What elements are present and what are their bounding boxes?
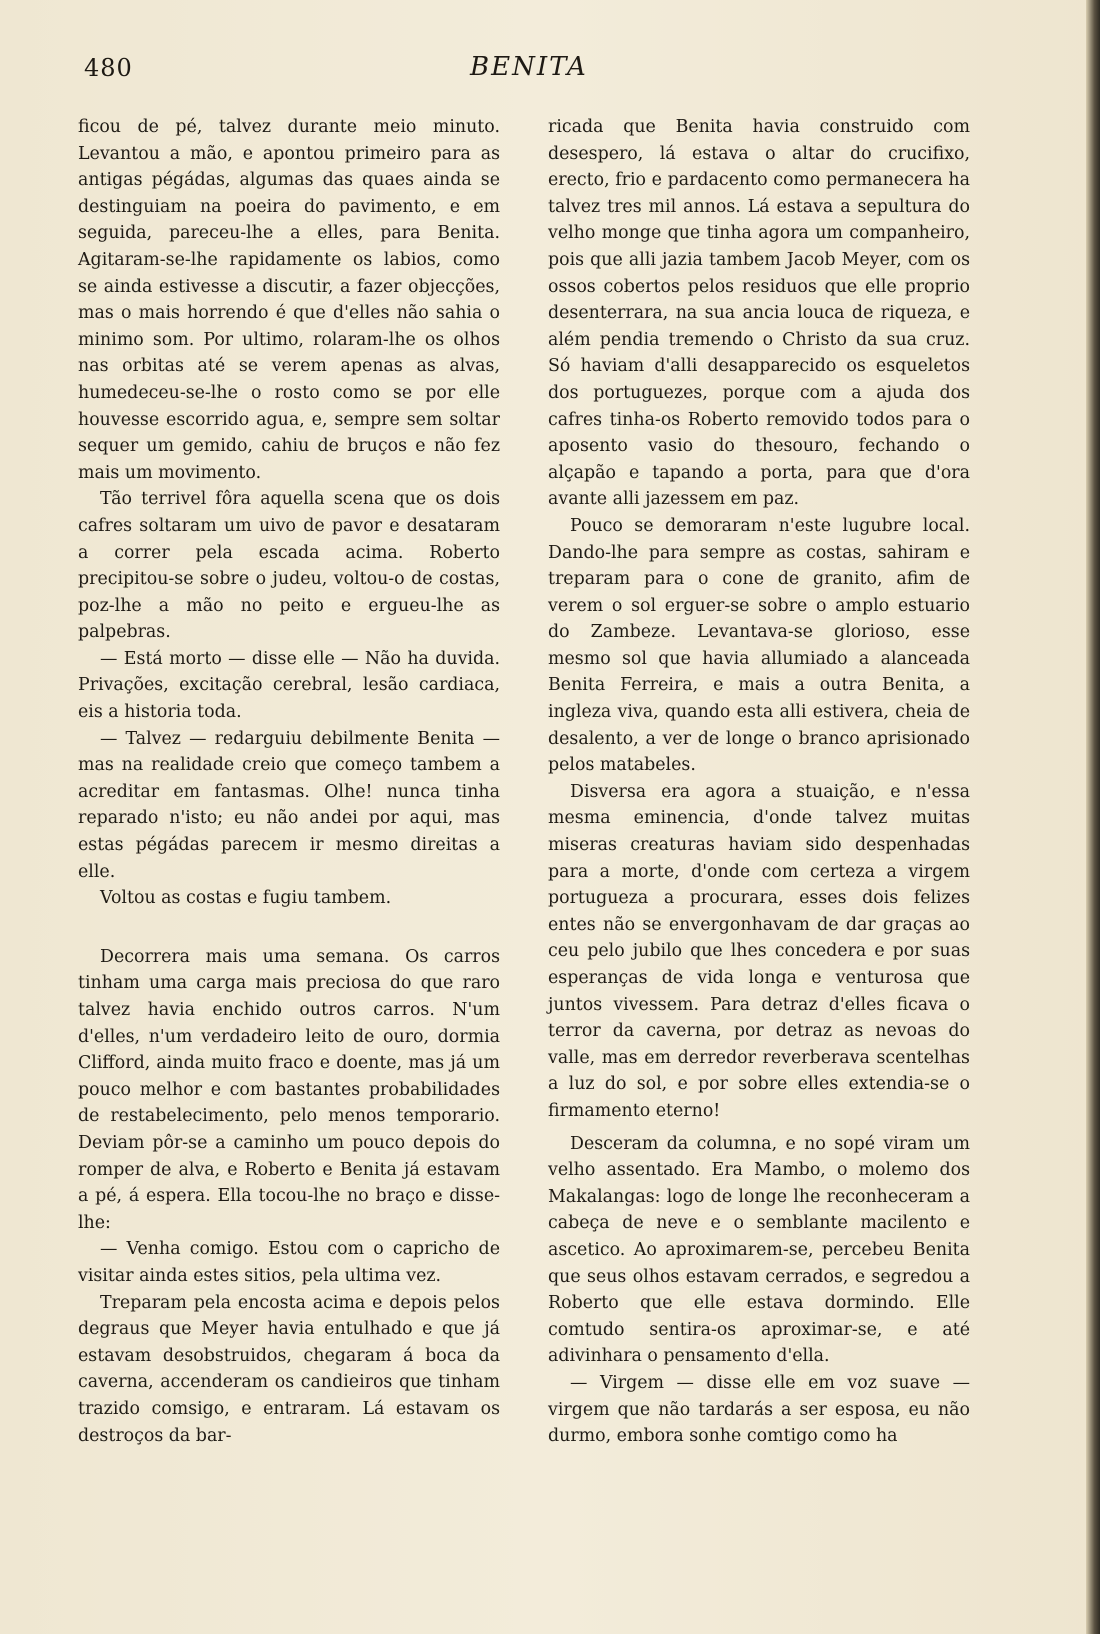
paragraph: Desceram da columna, e no sopé viram um velho assentado. Era Mambo, o molemo dos Makalangas: logo de longe lhe reconheceram a cabeça de neve e o semblante macilento e ascetico. Ao aproximarem-se, percebeu Benita que seus olhos estavam cerrados, e segredou a Roberto que elle estava dormindo. Elle comtudo sentira-os aproximar-se, e até adivinhara o pensamento d'ella.: [548, 1133, 970, 1367]
paragraph: ricada que Benita havia construido com desespero, lá estava o altar do crucifixo, erecto, frio e pardacento como permanecera ha talvez tres mil annos. Lá estava a sepultura do velho monge que tinha agora um companheiro, pois que alli jazia tambem Jacob Meyer, com os ossos cobertos pelos residuos que elle proprio desenterrara, na sua ancia louca de riqueza, e além pendia tremendo o Christo da sua cruz. Só haviam d'alli desapparecido os esqueletos dos portuguezes, porque com a ajuda dos cafres tinha-os Roberto removido todos para o aposento vasio do thesouro, fechando o alçapão e tapando a porta, para que d'ora avante alli jazessem em paz.: [548, 117, 970, 510]
paragraph: Disversa era agora a stuaição, e n'essa mesma eminencia, d'onde talvez muitas miseras creaturas haviam sido despenhadas para a morte, d'onde com certeza a virgem portugueza a procurara, esses dois felizes entes não se envergonhavam de dar graças ao ceu pelo jubilo que lhes concedera e por suas esperanças de vida longa e venturosa que juntos vivessem. Para detraz d'elles ficava o terror da caverna, por detraz as nevoas do valle, mas em derredor reverberava scentelhas a luz do sol, e por sobre elles extendia-se o firmamento eterno!: [548, 781, 970, 1121]
right-column: [548, 114, 970, 1450]
paragraph: — Talvez — redarguiu debilmente Benita — mas na realidade creio que começo tambem a acreditar em fantasmas. Olhe! nunca tinha reparado n'isto; eu não andei por aqui, mas estas pégádas parecem ir mesmo direitas a elle.: [78, 728, 500, 882]
paragraph: Pouco se demoraram n'este lugubre local. Dando-lhe para sempre as costas, sahiram e treparam para o cone de granito, afim de verem o sol erguer-se sobre o amplo estuario do Zambeze. Levantava-se glorioso, esse mesmo sol que havia allumiado a alanceada Benita Ferreira, e mais a outra Benita, a ingleza viva, quando esta alli estivera, cheia de desalento, a ver de longe o branco aprisionado pelos matabeles.: [548, 515, 970, 776]
paragraph: Voltou as costas e fugiu tambem.: [100, 888, 392, 909]
running-title: BENITA: [470, 52, 588, 82]
paragraph: ficou de pé, talvez durante meio minuto. Levantou a mão, e apontou primeiro para as antigas pégádas, algumas das quaes ainda se destinguiam na poeira do pavimento, e em seguida, pareceu-lhe a elles, para Benita. Agitaram-se-lhe rapidamente os labios, como se ainda estivesse a discutir, a fazer objecções, mas o mais horrendo é que d'elles não sahia o minimo som. Por ultimo, rolaram-lhe os olhos nas orbitas até se verem apenas as alvas, humedeceu-se-lhe o rosto como se por elle houvesse escorrido agua, e, sempre sem soltar sequer um gemido, cahiu de bruços e não fez mais um movimento.: [78, 117, 500, 483]
page-number: 480: [84, 54, 133, 82]
paragraph: Treparam pela encosta acima e depois pelos degraus que Meyer havia entulhado e que já estavam desobstruidos, chegaram á boca da caverna, accenderam os candieiros que tinham trazido comsigo, e entraram. Lá estavam os destroços da bar-: [78, 1292, 500, 1446]
paragraph: — Virgem — disse elle em voz suave — virgem que não tardarás a ser esposa, eu não durmo, embora sonhe comtigo como ha: [548, 1372, 970, 1447]
paragraph: Decorrera mais uma semana. Os carros tinham uma carga mais preciosa do que raro talvez havia enchido outros carros. N'um d'elles, n'um verdadeiro leito de ouro, dormia Clifford, ainda muito fraco e doente, mas já um pouco melhor e com bastantes probabilidades de restabelecimento, pelo menos temporario. Deviam pôr-se a caminho um pouco depois do romper de alva, e Roberto e Benita já estavam a pé, á espera. Ella tocou-lhe no braço e disse-lhe:: [78, 946, 500, 1233]
paragraph: Tão terrivel fôra aquella scena que os dois cafres soltaram um uivo de pavor e desataram a correr pela escada acima. Roberto precipitou-se sobre o judeu, voltou-o de costas, poz-lhe a mão no peito e ergueu-lhe as palpebras.: [78, 489, 500, 643]
paragraph: — Venha comigo. Estou com o capricho de visitar ainda estes sitios, pela ultima vez.: [78, 1239, 500, 1286]
section-break: [78, 912, 500, 938]
left-column: [78, 114, 500, 1449]
paragraph: — Está morto — disse elle — Não ha duvida. Privações, excitação cerebral, lesão cardiaca, eis a historia toda.: [78, 648, 500, 723]
page-header: [0, 50, 1060, 90]
book-spine-edge: [1086, 0, 1100, 1634]
